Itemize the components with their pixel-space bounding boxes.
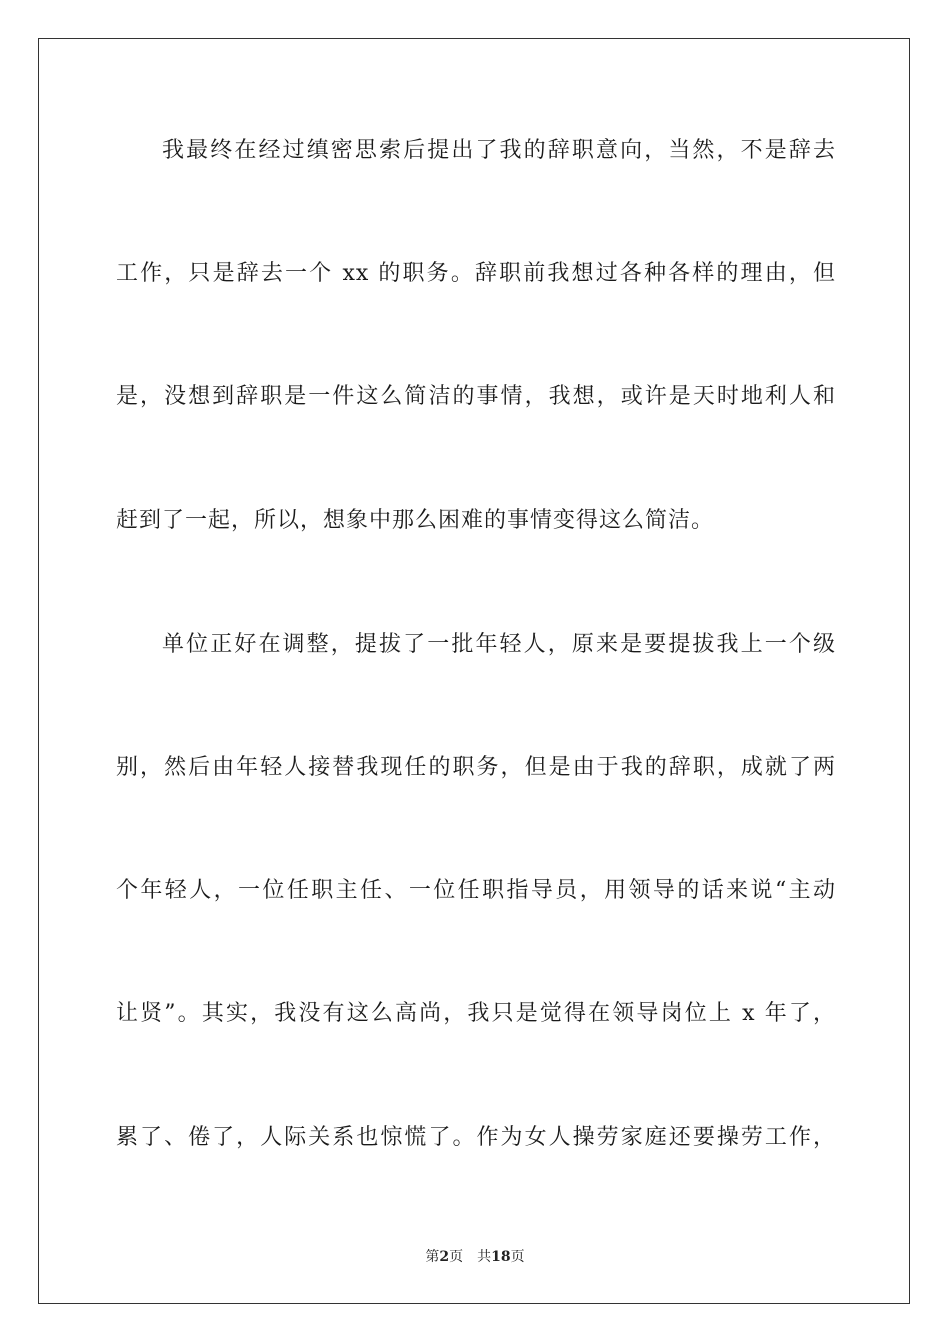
- paragraph-line: 让贤”。其实，我没有这么高尚，我只是觉得在领导岗位上 x 年了，: [116, 1001, 836, 1026]
- footer-page-prefix: 第: [425, 1249, 440, 1265]
- paragraph-line: 赶到了一起，所以，想象中那么困难的事情变得这么简洁。: [116, 508, 715, 533]
- footer-page-suffix: 页: [449, 1249, 464, 1265]
- footer-total-pages: 18: [491, 1249, 511, 1265]
- paragraph-line: 是，没想到辞职是一件这么简洁的事情，我想，或许是天时地利人和: [116, 384, 836, 409]
- paragraph-line: 累了、倦了，人际关系也惊慌了。作为女人操劳家庭还要操劳工作，: [116, 1125, 836, 1150]
- paragraph-line: 我最终在经过缜密思索后提出了我的辞职意向，当然，不是辞去: [162, 138, 836, 163]
- paragraph-line: 单位正好在调整，提拔了一批年轻人，原来是要提拔我上一个级: [162, 632, 836, 657]
- footer-total-prefix: 共: [477, 1249, 492, 1265]
- paragraph-line: 个年轻人，一位任职主任、一位任职指导员，用领导的话来说“主动: [116, 878, 836, 903]
- footer-current-page: 2: [439, 1249, 450, 1265]
- paragraph-line: 别，然后由年轻人接替我现任的职务，但是由于我的辞职，成就了两: [116, 755, 836, 780]
- paragraph-line: 工作，只是辞去一个 xx 的职务。辞职前我想过各种各样的理由，但: [116, 261, 836, 286]
- footer-total-suffix: 页: [510, 1249, 525, 1265]
- page-footer: [0, 1247, 950, 1267]
- page-border: [38, 38, 910, 1304]
